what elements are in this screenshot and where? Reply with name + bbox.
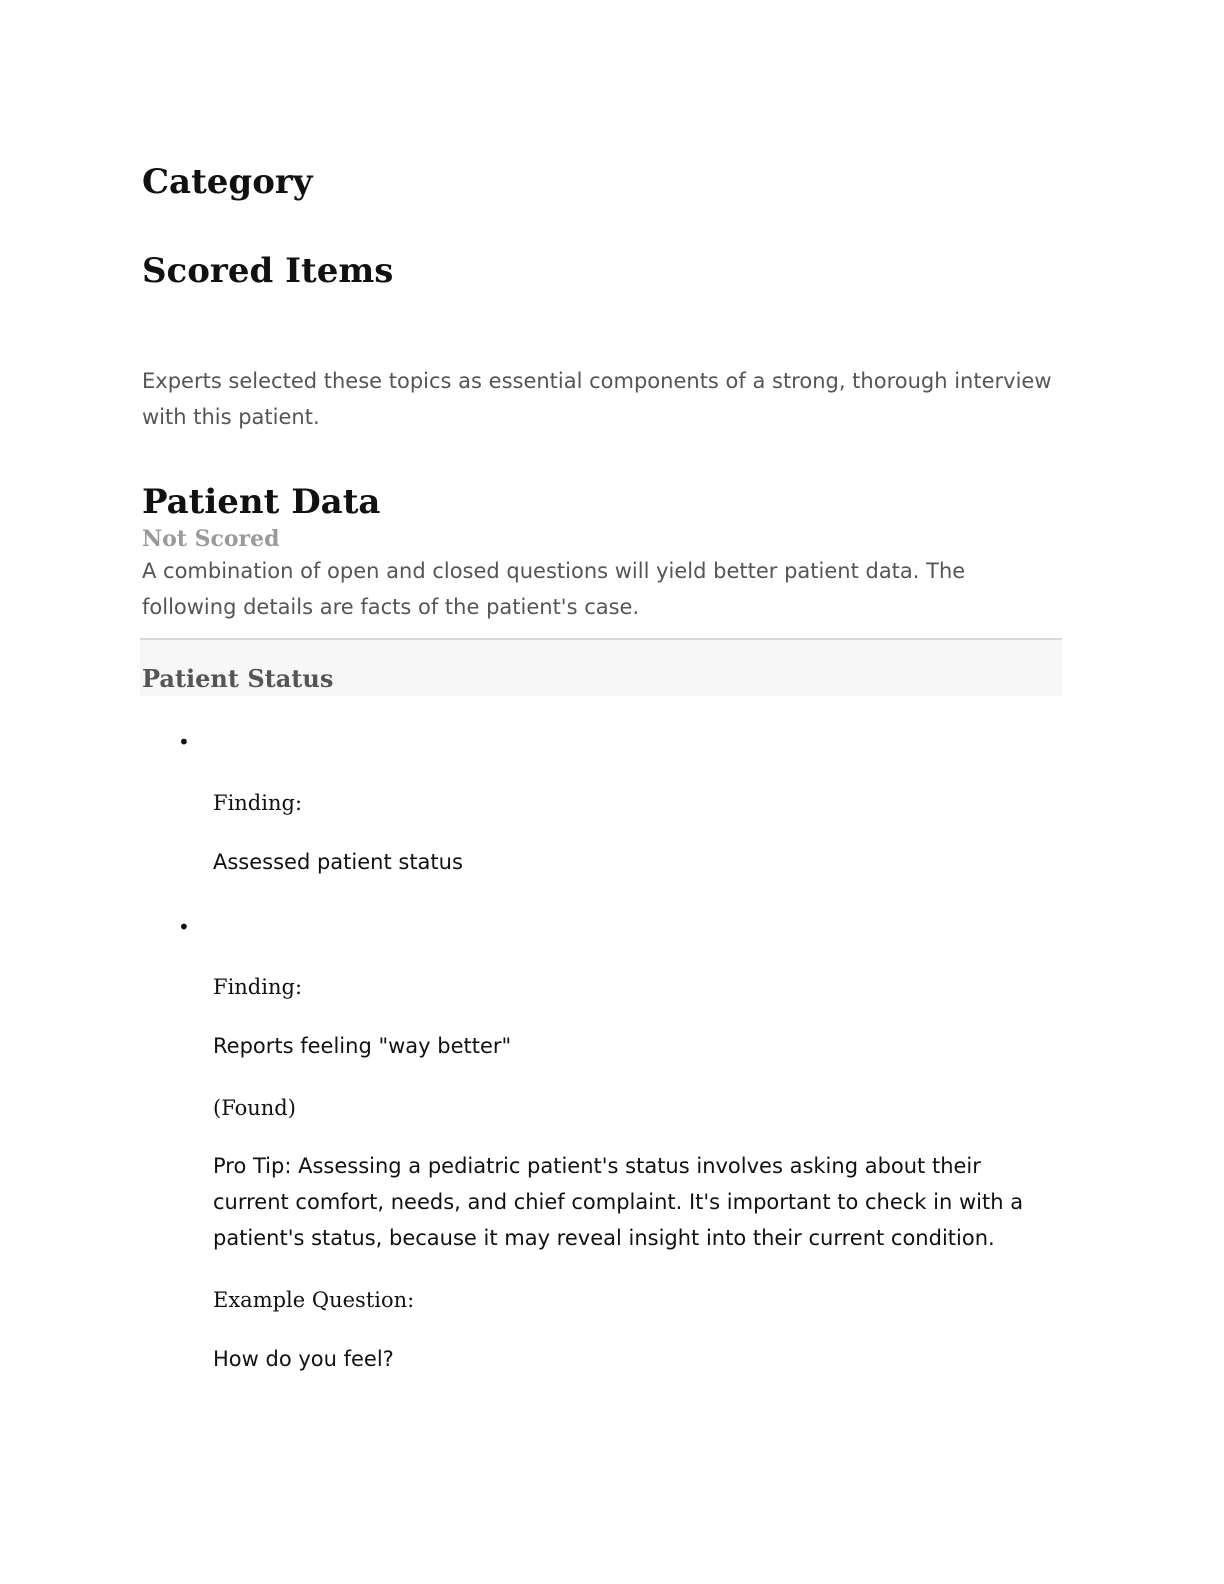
bullet-icon: • (178, 915, 190, 939)
patient-status-title: Patient Status (142, 664, 334, 693)
finding-value: Assessed patient status (213, 850, 463, 874)
intro-text: Experts selected these topics as essential components of a strong, thorough interview with this patient. (142, 369, 1052, 429)
patient-status-section-header (140, 638, 1062, 696)
example-question-text: How do you feel? (213, 1347, 394, 1371)
not-scored-label: Not Scored (142, 526, 280, 552)
found-status: (Found) (213, 1096, 296, 1120)
patient-data-heading: Patient Data (142, 482, 381, 522)
example-question-label: Example Question: (213, 1288, 415, 1312)
bullet-icon: • (178, 730, 190, 754)
category-heading: Category (142, 162, 313, 202)
pro-tip-text: Pro Tip: Assessing a pediatric patient's status involves asking about their current comfort, needs, and chief complaint. It's important to check in with a patient's status, because it may reveal insight into their current condition. (213, 1154, 1024, 1250)
scored-items-heading: Scored Items (142, 251, 394, 291)
finding-value: Reports feeling "way better" (213, 1034, 512, 1058)
finding-label: Finding: (213, 975, 303, 999)
patient-data-description: A combination of open and closed questions will yield better patient data. The following details are facts of the patient's case. (142, 559, 966, 619)
finding-label: Finding: (213, 791, 303, 815)
